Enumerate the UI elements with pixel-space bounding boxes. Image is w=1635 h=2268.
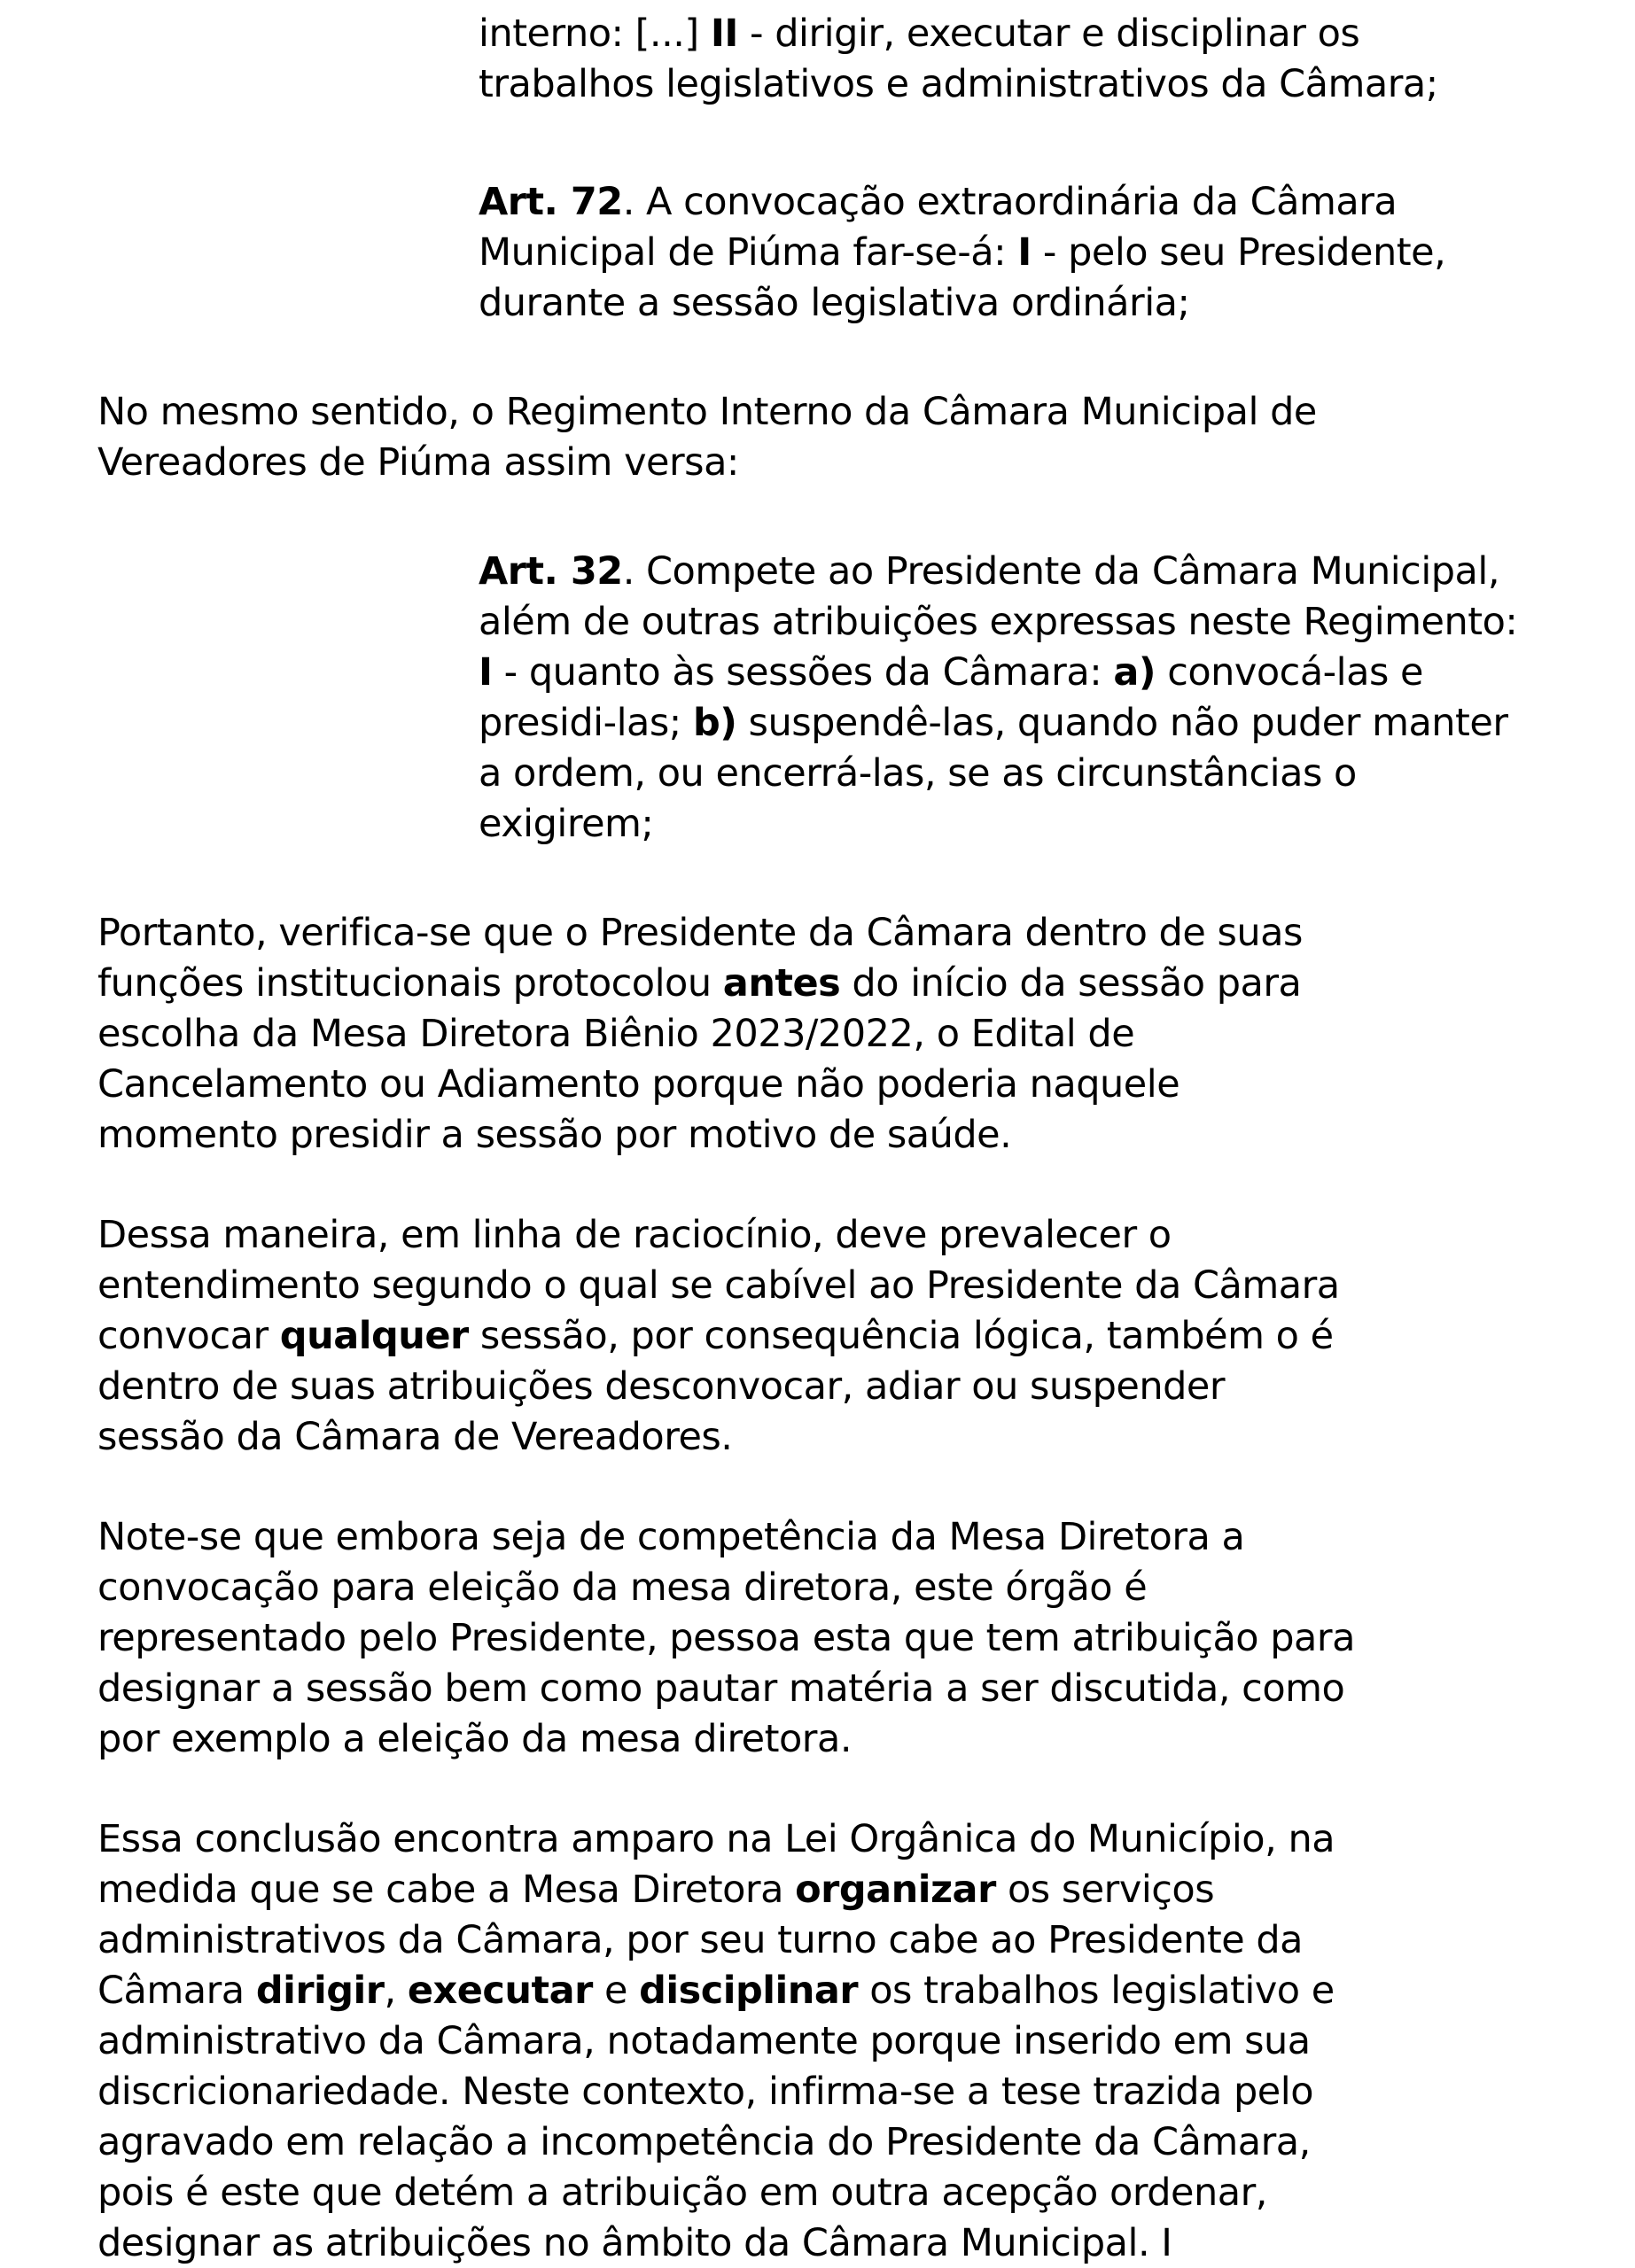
text-segment: , xyxy=(384,1969,408,2013)
bold-text-segment: I xyxy=(1017,230,1032,275)
text-segment: suspendê-las, quando não puder manter xyxy=(736,701,1508,745)
bold-text-segment: I xyxy=(479,650,493,695)
text-line xyxy=(97,438,1635,488)
bold-text-segment: organizar xyxy=(795,1868,996,1912)
text-line xyxy=(97,1009,1635,1060)
text-segment: administrativos da Câmara, por seu turno cabe ao Presidente da xyxy=(97,1918,1303,1962)
body-paragraph xyxy=(97,1512,1635,1765)
text-segment: representado pelo Presidente, pessoa esta que tem atribuição para xyxy=(97,1616,1355,1660)
text-segment: além de outras atribuições expressas neste Regimento: xyxy=(479,600,1518,644)
text-line xyxy=(479,9,1635,59)
text-segment: sessão, por consequência lógica, também o é xyxy=(468,1314,1334,1358)
text-line xyxy=(97,2218,1635,2268)
text-line xyxy=(97,1664,1635,1714)
text-segment: Essa conclusão encontra amparo na Lei Orgânica do Município, na xyxy=(97,1817,1335,1861)
text-segment: exigirem; xyxy=(479,802,654,846)
text-segment: agravado em relação a incompetência do Presidente da Câmara, xyxy=(97,2120,1311,2164)
text-segment: entendimento segundo o qual se cabível ao Presidente da Câmara xyxy=(97,1263,1340,1308)
bold-text-segment: Art. 72 xyxy=(479,180,623,224)
bold-text-segment: qualquer xyxy=(279,1314,469,1358)
text-line xyxy=(97,1814,1635,1865)
text-line xyxy=(479,749,1635,799)
text-line xyxy=(479,278,1635,329)
text-line xyxy=(479,799,1635,850)
text-line xyxy=(97,1915,1635,1966)
text-line xyxy=(97,908,1635,959)
text-segment: No mesmo sentido, o Regimento Interno da Câmara Municipal de xyxy=(97,390,1317,434)
text-line xyxy=(97,1563,1635,1613)
text-line xyxy=(97,1261,1635,1311)
text-segment: e xyxy=(592,1969,640,2013)
text-segment: discricionariedade. Neste contexto, infirma-se a tese trazida pelo xyxy=(97,2070,1314,2114)
text-segment: . A convocação extraordinária da Câmara xyxy=(622,180,1398,224)
text-line xyxy=(97,1865,1635,1915)
text-line xyxy=(479,59,1635,110)
text-segment: . Compete ao Presidente da Câmara Municipal, xyxy=(622,549,1500,594)
text-line xyxy=(479,597,1635,648)
text-segment: Câmara xyxy=(97,1969,256,2013)
text-segment: presidi-las; xyxy=(479,701,693,745)
text-segment: durante a sessão legislativa ordinária; xyxy=(479,281,1190,325)
text-segment: - dirigir, executar e disciplinar os xyxy=(737,12,1360,56)
text-line xyxy=(97,1714,1635,1765)
text-line xyxy=(97,1060,1635,1110)
text-segment: do início da sessão para xyxy=(840,961,1302,1006)
text-segment: por exemplo a eleição da mesa diretora. xyxy=(97,1717,852,1761)
text-line xyxy=(479,698,1635,749)
text-line xyxy=(479,228,1635,278)
bold-text-segment: Art. 32 xyxy=(479,549,623,594)
text-line xyxy=(97,1210,1635,1261)
bold-text-segment: antes xyxy=(722,961,841,1006)
text-segment: Vereadores de Piúma assim versa: xyxy=(97,440,739,485)
bold-text-segment: II xyxy=(710,12,738,56)
text-segment: Municipal de Piúma far-se-á: xyxy=(479,230,1018,275)
text-segment: designar as atribuições no âmbito da Câmara Municipal. I xyxy=(97,2221,1172,2265)
text-segment: administrativo da Câmara, notadamente porque inserido em sua xyxy=(97,2019,1311,2063)
text-segment: Dessa maneira, em linha de raciocínio, deve prevalecer o xyxy=(97,1213,1172,1257)
text-line xyxy=(479,177,1635,228)
text-segment: designar a sessão bem como pautar matéria a ser discutida, como xyxy=(97,1666,1345,1711)
text-line xyxy=(97,1362,1635,1412)
text-segment: - quanto às sessões da Câmara: xyxy=(492,650,1114,695)
text-line xyxy=(479,547,1635,597)
text-segment: funções institucionais protocolou xyxy=(97,961,723,1006)
text-segment: convocação para eleição da mesa diretora, este órgão é xyxy=(97,1565,1148,1610)
text-segment: a ordem, ou encerrá-las, se as circunstâncias o xyxy=(479,751,1357,796)
body-paragraph xyxy=(97,1210,1635,1463)
text-line xyxy=(97,2117,1635,2168)
bold-text-segment: b) xyxy=(692,701,737,745)
body-paragraph xyxy=(97,1814,1635,2268)
text-segment: dentro de suas atribuições desconvocar, adiar ou suspender xyxy=(97,1364,1226,1409)
text-segment: momento presidir a sessão por motivo de saúde. xyxy=(97,1113,1012,1157)
text-segment: escolha da Mesa Diretora Biênio 2023/2022, o Edital de xyxy=(97,1012,1135,1056)
text-line xyxy=(97,1613,1635,1664)
text-segment: os serviços xyxy=(995,1868,1215,1912)
bold-text-segment: a) xyxy=(1113,650,1156,695)
text-line xyxy=(97,959,1635,1009)
text-segment: interno: [...] xyxy=(479,12,711,56)
body-paragraph xyxy=(97,387,1635,488)
text-line xyxy=(97,387,1635,438)
quote-block xyxy=(479,547,1635,850)
text-segment: sessão da Câmara de Vereadores. xyxy=(97,1415,733,1459)
text-segment: Note-se que embora seja de competência da Mesa Diretora a xyxy=(97,1515,1245,1559)
text-line xyxy=(97,1966,1635,2016)
text-segment: - pelo seu Presidente, xyxy=(1031,230,1446,275)
text-line xyxy=(97,1110,1635,1161)
text-segment: os trabalhos legislativo e xyxy=(858,1969,1335,2013)
text-line xyxy=(97,1512,1635,1563)
text-segment: convocar xyxy=(97,1314,280,1358)
text-segment: trabalhos legislativos e administrativos da Câmara; xyxy=(479,62,1438,106)
text-line xyxy=(97,2067,1635,2117)
body-paragraph xyxy=(97,908,1635,1161)
bold-text-segment: disciplinar xyxy=(639,1969,859,2013)
text-segment: medida que se cabe a Mesa Diretora xyxy=(97,1868,796,1912)
quote-block xyxy=(479,177,1635,329)
text-line xyxy=(97,1311,1635,1362)
quote-block xyxy=(479,9,1635,110)
text-segment: pois é este que detém a atribuição em outra acepção ordenar, xyxy=(97,2171,1267,2215)
text-line xyxy=(97,2168,1635,2218)
text-segment: Cancelamento ou Adiamento porque não poderia naquele xyxy=(97,1062,1180,1107)
bold-text-segment: dirigir xyxy=(255,1969,385,2013)
text-line xyxy=(97,1412,1635,1463)
bold-text-segment: executar xyxy=(407,1969,593,2013)
text-segment: Portanto, verifica-se que o Presidente da Câmara dentro de suas xyxy=(97,911,1303,955)
text-line xyxy=(479,648,1635,698)
text-line xyxy=(97,2016,1635,2067)
text-segment: convocá-las e xyxy=(1156,650,1424,695)
